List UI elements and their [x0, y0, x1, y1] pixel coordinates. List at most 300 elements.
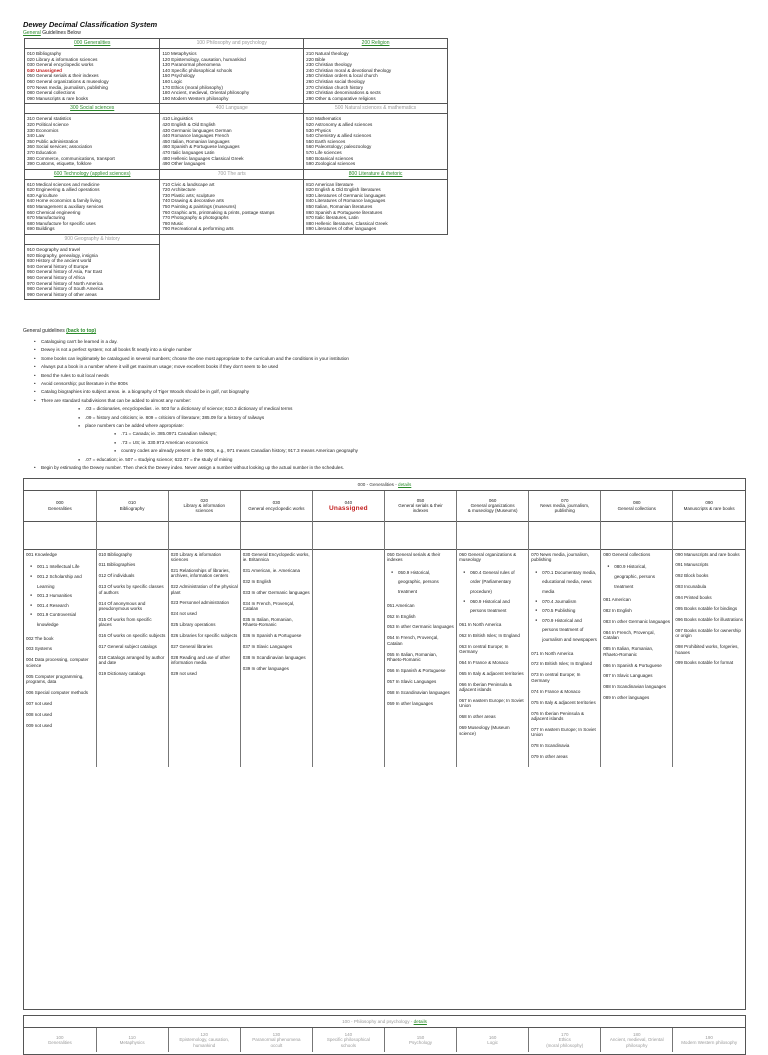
class-400 [160, 104, 304, 169]
detail-entry: 065 In Italy & adjacent territories [459, 670, 524, 676]
item: 440 Romance languages French [162, 133, 230, 139]
item: 320 Political science [27, 121, 69, 127]
column-header-line: News media, journalism, [540, 503, 590, 509]
column-header [384, 1028, 456, 1052]
section-100-title: 100 - Philosophy and psychology - [342, 1019, 413, 1024]
item: 350 Public administration [27, 138, 79, 144]
detail-entry: 056 In Spanish & Portuguese [386, 667, 446, 673]
detail-entry: 019 Dictionary catalogs [98, 671, 146, 677]
detail-entry: 084 In French, Provençal, Catalan [603, 629, 655, 641]
item: 670 Manufacturing [27, 215, 66, 221]
detail-entry: 030 General Encyclopedic works, ie. Britannica [242, 551, 310, 562]
column-header [24, 491, 96, 521]
detail-entry: 032 In English [242, 578, 272, 584]
guideline-item: • Always put a book in a number where it will get maximum usage; move excellent books if they don't seem to be used [23, 363, 623, 371]
item: 640 Home economics & family living [27, 198, 101, 204]
detail-entry: 099 Books notable for format [675, 660, 734, 666]
detail-entry: 069 Museology (Museum science) [459, 725, 510, 736]
item: 330 Economics [27, 127, 59, 133]
class-100-link[interactable]: 100 Philosophy and psychology [196, 40, 267, 46]
item: 850 Italian, Romanian literatures [306, 204, 373, 210]
item: 470 Italic languages Latin [162, 149, 215, 155]
detail-entry: 035 In Italian, Romanian, Rhaeto-Romanic [242, 616, 293, 628]
item: 770 Photography & photographs [162, 215, 229, 221]
column-header [240, 491, 312, 521]
column-header-line: 170 [560, 1031, 569, 1037]
detail-entry: 028 Reading and use of other information media [170, 654, 230, 666]
class-000-link[interactable]: 000 Generalities [73, 40, 111, 46]
item: 270 Christian church history [306, 84, 364, 90]
item: 990 General history of other areas [27, 291, 97, 297]
detail-bullet: ● 080.9 Historical, geographic, persons treatment [603, 562, 670, 591]
detail-entry: 062 In British Isles; In England [459, 632, 520, 638]
detail-entry: 087 In Slavic Languages [603, 673, 653, 679]
item: 130 Paranormal phenomena [162, 62, 221, 68]
item: 550 Earth sciences [306, 138, 346, 144]
detail-entry: 050 General serials & their indexes [386, 551, 441, 562]
item: 260 Christian social theology [306, 78, 365, 84]
column-header-line: 020 [200, 497, 208, 503]
column-header-line: 010 [128, 500, 136, 506]
detail-entry: 039 In other languages [242, 665, 289, 671]
column-header-line: 030 [272, 500, 281, 506]
column-header-line: occult [270, 1042, 283, 1048]
detail-column [168, 549, 240, 767]
item: 380 Commerce, communications, transport [27, 155, 115, 161]
item: 190 Modern Western philosophy [162, 95, 229, 101]
item: 140 Specific philosophical schools [162, 67, 233, 73]
column-header-line: General serials & their [398, 503, 443, 509]
class-600-link[interactable]: 600 Technology (applied sciences) [53, 170, 131, 177]
item: 530 Physics [306, 127, 331, 133]
column-header-line: 080 [633, 500, 641, 506]
detail-entry: 013 Of works by specific classes of authors [98, 584, 164, 595]
column-header-line: General collections [617, 505, 656, 511]
item: 410 Linguistics [162, 116, 193, 122]
detail-entry: 061 In North America [459, 621, 502, 627]
detail-entry: 075 In Italy & adjacent territories [531, 699, 596, 705]
column-header-line: Psychology [409, 1040, 433, 1045]
detail-entry: 085 In Italian, Romanian, Rhaeto-Romanic [603, 646, 654, 657]
class-400-items [160, 114, 303, 168]
class-700-items [160, 180, 303, 234]
item: 290 Other & comparative religions [306, 95, 376, 101]
section-100-table [24, 1028, 745, 1052]
guideline-subsubitem: ● .73 = US; ie. 330.973 American economics [23, 439, 623, 447]
header-subtitle [23, 30, 453, 37]
detail-entry: 093 Incunabula [675, 584, 707, 590]
item: 690 Buildings [27, 226, 55, 232]
detail-entry: 025 Library operations [170, 622, 216, 628]
class-300-items [25, 114, 159, 168]
detail-entry: 077 In eastern Europe; In Soviet Union [531, 726, 596, 738]
detail-entry: 083 In other Germanic languages [603, 619, 671, 624]
class-000-items [25, 49, 159, 103]
column-header [601, 1028, 673, 1052]
item: 710 Civic & landscape art [162, 181, 215, 187]
item: 150 Psychology [162, 73, 195, 79]
class-700-link[interactable]: 700 The arts [217, 170, 246, 177]
section-100-philosophy [23, 1015, 746, 1055]
item: 730 Plastic arts; sculpture [162, 192, 215, 198]
detail-entry: 014 Of anonymous and pseudonymous works [98, 600, 146, 611]
detail-entry: 054 In French, Provençal, Catalan [386, 635, 439, 646]
detail-bullet: ● 060.9 Historical and persons treatment [459, 597, 526, 616]
column-header [457, 1028, 529, 1052]
column-header [168, 1028, 240, 1052]
detail-entry: 027 General libraries [170, 644, 213, 650]
class-900 [25, 235, 160, 300]
class-100 [160, 39, 304, 104]
item: 110 Metaphysics [162, 51, 197, 56]
column-header [601, 491, 673, 521]
detail-column [457, 549, 529, 767]
guidelines-below-text: Guidelines Below [42, 30, 81, 36]
class-000 [25, 39, 160, 104]
detail-entry: 033 In other Germanic languages [242, 589, 310, 595]
detail-entry: 008 not used [26, 711, 53, 717]
class-800-link[interactable]: 800 Literature & rhetoric [348, 170, 403, 177]
item: 750 Painting & paintings (museums) [162, 204, 237, 210]
detail-entry: 072 In British Isles; In England [531, 661, 592, 667]
detail-entry: 038 In Scandinavian languages [242, 654, 306, 660]
item: 820 English & Old English literatures [306, 187, 381, 193]
detail-entry: 009 not used [26, 722, 53, 728]
class-800 [304, 169, 448, 234]
detail-entry: 064 In France & Monaco [459, 659, 509, 665]
column-header-line: humankind [193, 1042, 216, 1048]
class-500 [304, 104, 448, 169]
detail-entry: 082 In English [603, 608, 632, 614]
detail-entry: 057 In Slavic Languages [386, 678, 437, 684]
class-600-items [25, 180, 159, 234]
detail-bullet: ● 001.4 Research [26, 601, 94, 611]
column-header-line: Bibliography [119, 505, 145, 511]
detail-entry: 091 Manuscripts [675, 562, 709, 568]
column-header-line: Library & information [183, 503, 225, 509]
column-header-line: Metaphysics [119, 1040, 145, 1045]
general-link[interactable]: General [23, 30, 41, 36]
detail-entry: 017 General subject catalogs [98, 644, 157, 650]
item: 160 Logic [162, 78, 183, 84]
item: 420 English & Old English [162, 121, 216, 127]
column-header-line: Modern Western philosophy [681, 1040, 738, 1045]
column-header-line: 060 [488, 497, 497, 503]
item: 230 Christian theology [306, 62, 352, 68]
column-header-line: 120 [200, 1031, 208, 1037]
detail-entry: 010 Bibliography [98, 551, 133, 557]
item: 810 American literature [306, 181, 354, 187]
detail-entry: 055 In Italian, Romanian, Rhaeto-Romanic [386, 651, 438, 663]
detail-entry: 003 Systems [26, 646, 53, 652]
column-header-line: 040 [344, 500, 353, 506]
item: 760 Graphic arts, printmaking & prints, postage stamps [162, 209, 275, 215]
item: 680 Manufacture for specific uses [27, 220, 96, 226]
item: 980 General history of South America [27, 286, 104, 292]
item: 650 Management & auxiliary services [27, 204, 104, 210]
detail-entry: 011 Bibliographies [98, 562, 136, 568]
detail-entry: 066 In Iberian Peninsula & adjacent islands [459, 681, 512, 693]
detail-bullets [387, 568, 454, 597]
class-300-link[interactable]: 300 Social sciences [70, 105, 115, 112]
item: 050 General serials & their indexes [27, 73, 99, 79]
item: 250 Christian orders & local church [306, 73, 378, 79]
page-title: Dewey Decimal Classification System [23, 20, 158, 29]
item: 370 Education [27, 149, 57, 155]
item: 950 General history of Asia, Far East [27, 269, 103, 275]
detail-entry: 097 Books notable for ownership or origin [675, 627, 741, 639]
item: 960 General history of Africa [27, 275, 85, 280]
detail-bullet: ● 001.2 Scholarship and Learning [26, 572, 94, 591]
detail-entry: 078 In Scandinavia [531, 743, 570, 749]
column-header-line: 180 [633, 1031, 641, 1037]
guideline-subitem: ● .07 = education; ie. 507 = studying science; 622.07 = the study of mining [23, 456, 623, 464]
column-header [24, 1028, 96, 1052]
detail-entry: 018 Catalogs arranged by author and date [98, 654, 165, 666]
column-header [529, 1028, 601, 1052]
section-100-details-link[interactable]: details [413, 1019, 427, 1024]
detail-entry: 092 Block books [675, 573, 709, 579]
detail-entry: 089 In other languages [603, 695, 650, 701]
detail-entry: 094 Printed books [675, 595, 712, 601]
detail-entry: 058 In Scandinavian languages [386, 689, 450, 695]
item: 020 Library & information sciences [27, 56, 98, 62]
item: 490 Other languages [162, 161, 206, 167]
detail-entry: 073 In central Europe; In Germany [531, 672, 581, 683]
detail-entry: 051 American [386, 602, 415, 608]
section-000-table [24, 491, 745, 767]
column-header-line: 100 [56, 1034, 64, 1040]
guideline-item: • Some books can legitimately be catalogued in several numbers; choose the one most appropriate to the curriculum and the conditions in your institution [23, 355, 623, 363]
detail-entry: 070 News media, journalism, publishing [531, 551, 589, 562]
item: 390 Customs, etiquette, folklore [27, 161, 92, 167]
class-900-link[interactable]: 900 Geography & history [64, 236, 120, 243]
item: 940 General history of Europe [27, 263, 89, 269]
detail-bullet: ● 050.9 Historical, geographic, persons treatment [387, 568, 454, 597]
item: 890 Literatures of other languages [306, 226, 377, 232]
column-header-line: 070 [560, 497, 569, 503]
detail-bullet: ● 070.5 Publishing [531, 606, 598, 616]
column-header [96, 491, 168, 521]
column-header-line: & museology (Museums) [467, 508, 518, 514]
item: 520 Astronomy & allied sciences [306, 121, 373, 127]
detail-column [384, 549, 456, 767]
item: 450 Italian, Romanian languages [162, 138, 230, 144]
detail-entry: 052 In English [386, 613, 416, 619]
section-000-title: 000 - Generalities - [357, 482, 397, 487]
back-to-top-link[interactable]: (back to top) [66, 328, 97, 334]
detail-bullets [26, 562, 94, 629]
detail-entry: 086 In Spanish & Portuguese [603, 662, 662, 668]
item: 120 Epistemology, causation, humankind [162, 56, 246, 62]
guideline-item: • Cataloguing can't be learned in a day. [23, 338, 623, 346]
column-header-line: (moral philosophy) [546, 1042, 584, 1048]
item: 970 General history of North America [27, 280, 103, 286]
guidelines-title [23, 328, 623, 335]
page-header [23, 20, 453, 37]
detail-entry: 079 In other areas [531, 754, 568, 760]
detail-entry: 001 Knowledge [26, 551, 58, 557]
column-header-line: Ethics [558, 1037, 571, 1043]
column-header-line: 150 [416, 1034, 425, 1040]
column-header [312, 1028, 384, 1052]
detail-entry: 016 Of works on specific subjects [98, 633, 166, 639]
column-header-line: General encyclopedic works [248, 505, 305, 511]
item: 070 News media, journalism, publishing [27, 84, 108, 90]
item: 840 Literatures of Romance languages [306, 198, 386, 204]
detail-column [601, 549, 673, 767]
detail-entry: 081 American [603, 597, 631, 603]
detail-entry: 095 Books notable for bindings [675, 606, 738, 612]
column-header [384, 491, 456, 521]
item: 510 Mathematics [306, 116, 342, 122]
detail-bullet: ● 070.9 Historical and persons treatment of journalism and newspapers [531, 616, 598, 645]
item: 620 Engineering & allied operations [27, 187, 100, 193]
item: 340 Law [27, 133, 45, 139]
item: 430 Germanic languages German [162, 127, 232, 133]
detail-bullets [459, 568, 526, 616]
column-header-line: Specific philosophical [326, 1037, 370, 1043]
detail-entry: 090 Manuscripts and rare books [675, 551, 740, 557]
item: 090 Manuscripts & rare books [27, 95, 89, 101]
item: 080 General collections [27, 90, 76, 96]
column-header-line: 130 [272, 1031, 281, 1037]
item: 790 Recreational & performing arts [162, 226, 234, 232]
item: 780 Music [162, 220, 184, 226]
column-header [529, 491, 601, 521]
item: 630 Agriculture [27, 192, 58, 198]
detail-entry: 068 In other areas [459, 714, 496, 720]
column-header [240, 1028, 312, 1052]
class-400-link[interactable]: 400 Language [215, 105, 248, 112]
class-200 [304, 39, 448, 104]
detail-column [24, 549, 96, 767]
column-header-line: 050 [416, 497, 425, 503]
detail-entry: 076 In Iberian Peninsula & adjacent islands [531, 710, 584, 721]
column-header-line: 090 [705, 500, 713, 506]
detail-entry: 034 In French, Provençal, Catalan [242, 600, 295, 611]
detail-entry: 005 Computer programming, programs, data [26, 673, 84, 685]
detail-entry: 037 In Slavic Languages [242, 644, 293, 650]
detail-entry: 067 In eastern Europe; In Soviet Union [459, 698, 524, 709]
item: 920 Biography, genealogy, insignia [27, 252, 98, 258]
item: 580 Botanical sciences [306, 155, 354, 161]
class-100-items [160, 49, 303, 103]
detail-entry: 015 Of works from specific places [98, 616, 152, 628]
guideline-item: • There are standard subdivisions that can be added to almost any number: [23, 397, 623, 405]
item: 570 Life sciences [306, 149, 342, 155]
detail-entry: 074 In France & Monaco [531, 688, 581, 694]
item: 660 Chemical engineering [27, 209, 81, 215]
column-header-line: Generalities [47, 1040, 72, 1045]
class-600 [25, 169, 160, 234]
section-000-details-link[interactable]: details [398, 482, 412, 487]
item: 480 Hellenic languages Classical Greek [162, 155, 244, 161]
detail-column [312, 549, 384, 767]
column-header [673, 1028, 745, 1052]
item: 180 Ancient, medieval, Oriental philosophy [162, 90, 250, 96]
detail-column [529, 549, 601, 767]
item: 560 Paleontology; paleozoology [306, 144, 372, 150]
column-header-line: Ancient, medieval, Oriental [609, 1037, 664, 1043]
detail-entry: 036 In Spanish & Portuguese [242, 633, 302, 639]
column-header-line: 140 [344, 1031, 353, 1037]
item: 030 General encyclopedic works [27, 62, 94, 68]
guideline-item: • Begin by estimating the Dewey number. Then check the Dewey index. Never assign a number without looking up the actual number in the schedules. [23, 464, 623, 472]
detail-entry: 023 Personnel administration [170, 600, 229, 606]
detail-entry: 006 Special computer methods [26, 690, 89, 695]
guideline-subitem: ● .09 = history and criticism; ie. 809 = criticism of literature; 385.09 for a history of railways [23, 414, 623, 422]
detail-entry: 098 Prohibited works, forgeries, hoaxes [675, 644, 739, 655]
detail-entry: 012 Of individuals [98, 573, 135, 579]
detail-bullet: ● 070.4 Journalism [531, 597, 598, 607]
detail-bullet: ● 060.4 General rules of order (Parliamentary procedure) [459, 568, 526, 597]
column-header-line: philosophy [626, 1042, 648, 1048]
column-header-line: Paranormal phenomena [252, 1037, 301, 1043]
detail-bullet: ● 001.9 Controversial knowledge [26, 610, 94, 629]
class-800-items [304, 180, 447, 234]
item: 590 Zoological sciences [306, 161, 356, 167]
column-header-line: 000 [56, 500, 64, 506]
detail-entry: 053 In other Germanic languages [386, 624, 454, 630]
column-header-line: 110 [128, 1034, 136, 1040]
detail-bullet: ● 001.3 Humanities [26, 591, 94, 601]
guideline-subsubitem: ● .71 = Canada; ie. 385.0971 Canadian railways; [23, 430, 623, 438]
detail-bullet: ● 070.1 Documentary media, educational media, news media [531, 568, 598, 597]
detail-entry: 024 not used [170, 611, 197, 617]
detail-column [96, 549, 168, 767]
column-header-line: Generalities [47, 505, 72, 511]
guideline-item: • Bend the rules to suit local needs [23, 372, 623, 380]
detail-entry: 031 American, ie. Americana [242, 567, 301, 573]
column-header [96, 1028, 168, 1052]
detail-entry: 007 not used [26, 700, 53, 706]
detail-entry: 060 General organizations & museology [459, 551, 517, 562]
class-200-link[interactable]: 200 Religion [361, 40, 390, 46]
detail-entry: 029 not used [170, 671, 197, 677]
detail-entry: 021 Relationships of libraries, archives, information centers [170, 567, 230, 579]
item: 910 Geography and travel [27, 247, 81, 253]
section-000-bar [24, 479, 745, 491]
guideline-item: • Dewey is not a perfect system; not all books fit neatly into a single number [23, 346, 623, 354]
item: 460 Spanish & Portuguese languages [162, 144, 240, 150]
detail-entry: 026 Libraries for specific subjects [170, 633, 238, 639]
column-header [312, 491, 384, 521]
class-300 [25, 104, 160, 169]
class-200-items [304, 49, 447, 103]
column-header-line: schools [340, 1042, 357, 1048]
detail-entry: 004 Data processing, computer science [26, 657, 89, 668]
section-000-generalities [23, 478, 746, 1010]
column-header-line: Manuscripts & rare books [683, 505, 735, 511]
detail-bullet: ● 001.1 Intellectual Life [26, 562, 94, 572]
item: 860 Spanish & Portuguese literatures [306, 209, 383, 215]
guideline-item: • Catalog biographies into subject areas. ie. a biography of Tiger Woods should be in golf, not biography [23, 388, 623, 396]
item: 220 Bible [306, 56, 326, 62]
guideline-subsubitem: ● country codes are already present in the 900s, e.g., 971 means Canadian history; 917.3 means American geography [23, 447, 623, 455]
column-header-line: publishing [554, 508, 575, 514]
guideline-subitem: ● place numbers can be added where appropriate: [23, 422, 623, 430]
item: 880 Hellenic literatures, Classical Greek [306, 220, 388, 226]
class-500-link[interactable]: 500 Natural sciences & mathematics [335, 105, 417, 112]
detail-entry: 020 Library & information sciences [170, 551, 221, 562]
detail-entry: 080 General collections [603, 551, 651, 557]
item: 720 Architecture [162, 187, 196, 193]
item: 280 Christian denominations & sects [306, 90, 381, 96]
detail-bullets [531, 568, 598, 645]
item: 830 Literatures of Germanic languages [306, 192, 386, 198]
detail-entry: 096 Books notable for illustrations [675, 616, 743, 622]
